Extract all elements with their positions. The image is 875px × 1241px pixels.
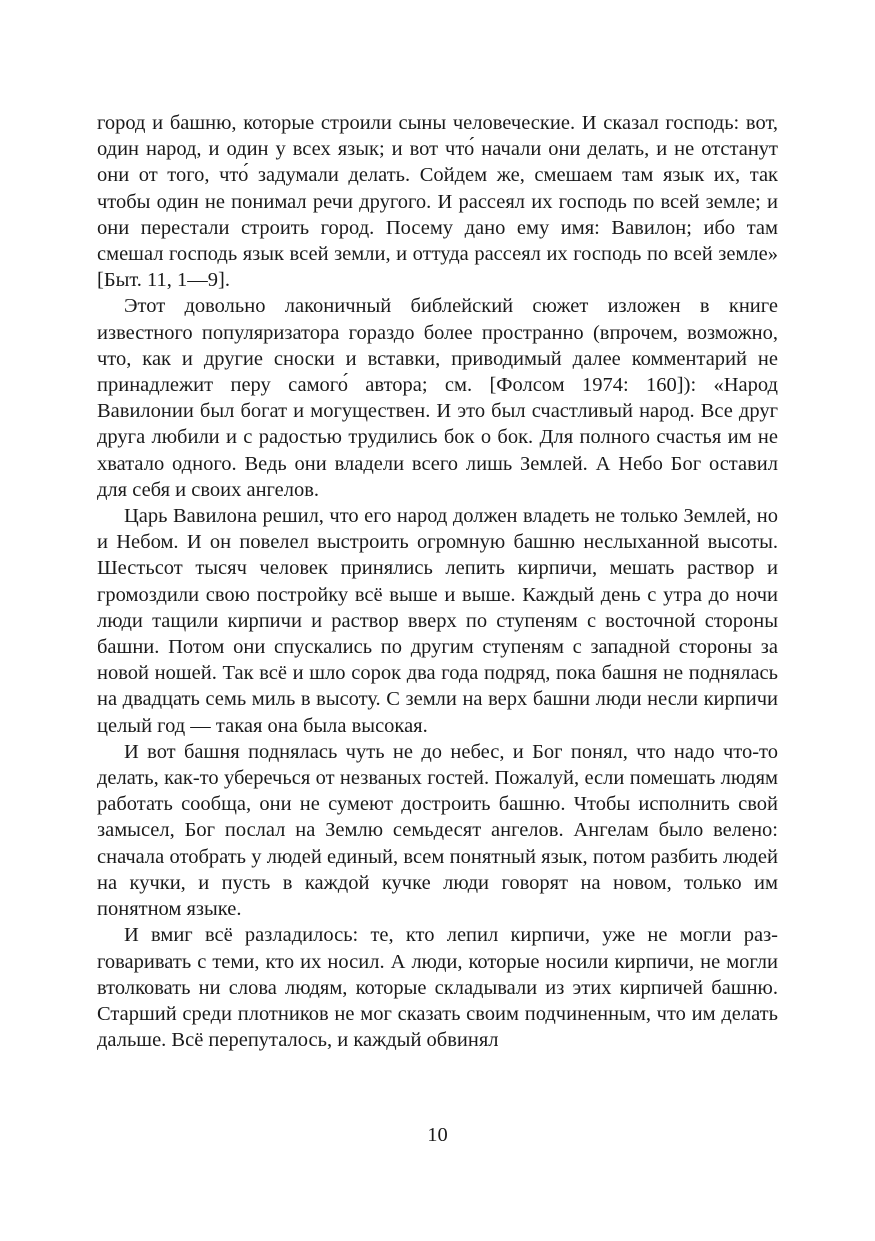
page-body: [97, 110, 778, 1053]
paragraph-3: Царь Вавилона решил, что его народ должен владеть не только Землей, но и Небом. И он повелел выстроить огромную башню неслыханной высоты. Шестьсот тысяч человек принялись лепить кирпичи, мешать раствор и громоздили свою постройку всё выше и выше. Каждый день с утра до ночи люди тащили кирпичи и раствор вверх по ступеням с восточной стороны башни. Потом они спускались по другим ступеням с западной стороны за новой ношей. Так всё и шло сорок два года подряд, пока башня не поднялась на двадцать семь миль в высоту. С земли на верх башни люди несли кирпичи целый год — такая она была высокая.: [97, 505, 778, 737]
paragraph-4: И вот башня поднялась чуть не до небес, и Бог понял, что надо что-то делать, как-то уберечься от незваных гостей. Пожалуй, если помешать людям работать сообща, они не сумеют достроить башню. Чтобы исполнить свой замысел, Бог послал на Землю семьдесят ангелов. Ангелам было велено: сначала отобрать у людей единый, всем понятный язык, потом разбить людей на кучки, и пусть в каждой кучке люди говорят на новом, только им понятном языке.: [97, 740, 778, 921]
paragraph-5: И вмиг всё разладилось: те, кто лепил кирпичи, уже не могли разговаривать с теми, кто их носил. А люди, которые носили кирпичи, не могли втолковать ни слова людям, которые складывали из этих кирпичей башню. Старший среди плотников не мог сказать своим подчиненным, что им делать дальше. Всё перепуталось, и каждый обвинял: [97, 924, 778, 1052]
paragraph-1: город и башню, которые строили сыны человеческие. И сказал господь: вот, один народ, и один у всех язык; и вот что́ начали они делать, и не отстанут они от того, что́ задумали делать. Сойдем же, смешаем там язык их, так чтобы один не понимал речи другого. И рассеял их господь по всей земле; и они перестали строить город. Посему дано ему имя: Вавилон; ибо там смешал господь язык всей земли, и оттуда рассеял их господь по всей земле» [Быт. 11, 1—9].: [97, 112, 778, 292]
paragraph-2: Этот довольно лаконичный библейский сюжет изложен в книге известного популяризатора гораздо более пространно (впрочем, возможно, что, как и другие сноски и вставки, приводимый далее комментарий не принадлежит перу самого́ автора; см. [Фолсом 1974: 160]): «Народ Вавилонии был богат и могуществен. И это был счастливый народ. Все друг друга любили и с радостью трудились бок о бок. Для полного счастья им не хватало одного. Ведь они владели всего лишь Землей. А Небо Бог оставил для себя и своих ангелов.: [97, 295, 778, 501]
page-number: 10: [427, 1124, 448, 1146]
